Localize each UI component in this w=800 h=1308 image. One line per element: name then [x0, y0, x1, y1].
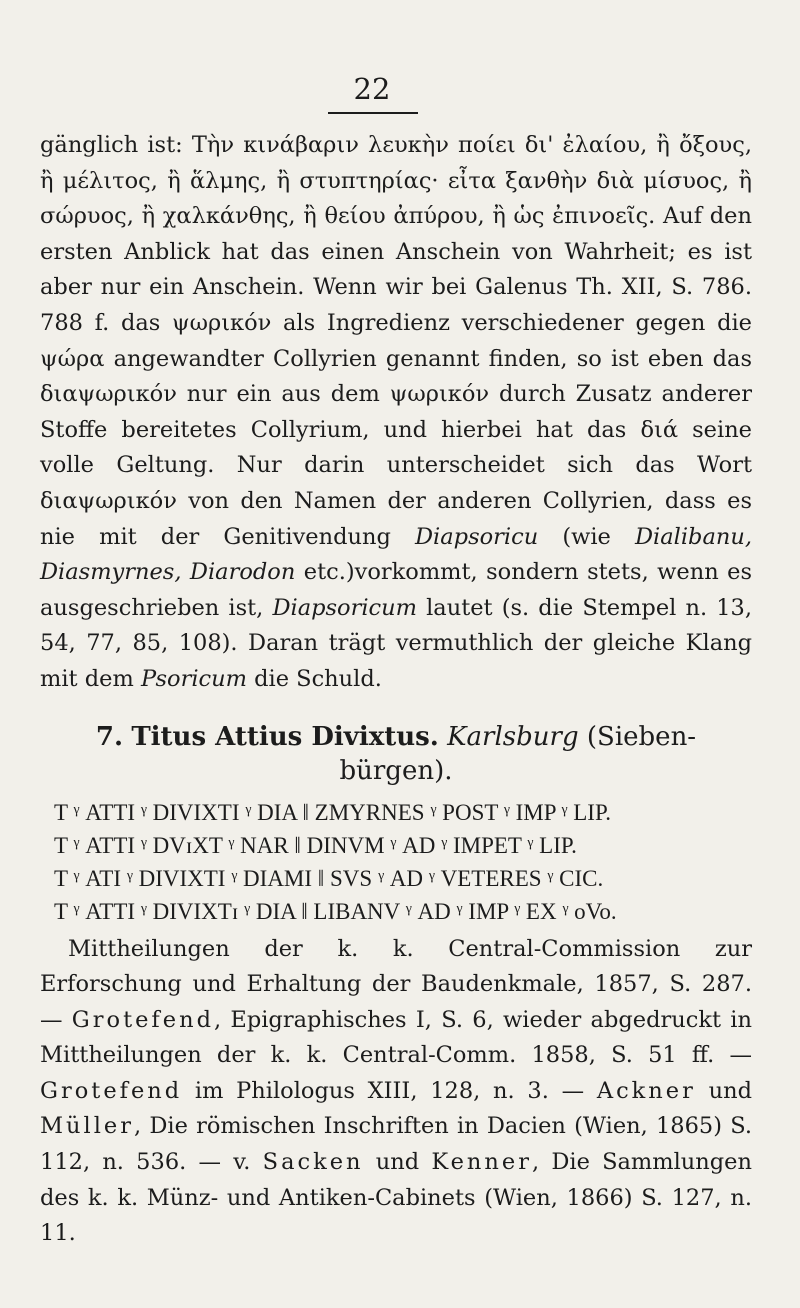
section-number: 7. — [95, 721, 124, 752]
page-body — [40, 128, 752, 1252]
reference-text: und — [363, 1149, 432, 1176]
paragraph-text: lautet (s. die Stempel n. 13, 54, 77, 85, 108). Daran trägt vermuthlich der gleiche Klang mit dem — [40, 594, 752, 692]
paragraph-text: gänglich ist: Τὴν κινάβαριν λευκὴν ποίει δι' ἐλαίου, ἢ ὄξους, ἢ μέλιτος, ἢ ἅλμης, ἢ στυπτηρίας· εἶτα ξανθὴν διὰ μίσυος, ἢ σώρυος, ἢ χαλκάνθης, ἢ θείου ἀπύρου, ἢ ὡς ἐπινοεῖς. Auf den ersten Anblick hat das einen Anschein von Wahrheit; es ist aber nur ein Anschein. Wenn wir bei Galenus Th. XII, S. 786. 788 f. das ψωρικόν als Ingredienz verschiedener gegen die ψώρα angewandter Collyrien genannt finden, so ist eben das διαψωρικόν nur ein aus dem ψωρικόν durch Zusatz anderer Stoffe bereitetes Collyrium, und hierbei hat das διά seine volle Geltung. Nur darin unterscheidet sich das Wort διαψωρικόν von den Namen der anderen Collyrien, dass es nie mit der Genitivendung — [40, 132, 752, 550]
author-name: Kenner — [431, 1149, 532, 1176]
reference-text: , Epigraphisches I, S. 6, wieder abgedruckt in Mittheilungen der k. k. Central-Comm. 1858, S. 51 ff. — — [40, 1006, 752, 1069]
inscription-list — [40, 796, 752, 928]
inscription-line: T ᵞ ATTI ᵞ DIVIXTI ᵞ DIA ‖ ZMYRNES ᵞ POST ᵞ IMP ᵞ LIP. — [54, 799, 611, 825]
term-examples: Dialibanu, Diasmyrnes, Diarodon — [40, 523, 752, 586]
page-number-rule — [328, 112, 418, 114]
paragraph-text: etc.)vorkommt, sondern stets, wenn es ausgeschrieben ist, — [40, 559, 752, 621]
author-name: Sacken — [262, 1149, 364, 1176]
inscription-line: T ᵞ ATTI ᵞ DIVIXTɪ ᵞ DIA ‖ LIBANV ᵞ AD ᵞ IMP ᵞ EX ᵞ oVo. — [54, 898, 617, 924]
section-heading — [40, 720, 752, 788]
references-paragraph — [40, 932, 752, 1252]
author-name: Ackner — [596, 1077, 696, 1104]
paragraph-text: (wie — [538, 523, 635, 550]
author-name: Müller — [40, 1113, 134, 1140]
term-diapsoricum: Diapsoricum — [272, 594, 417, 621]
paragraph-collyrium — [40, 128, 752, 698]
reference-text: , Die Sammlungen des k. k. Münz- und Antiken-Cabinets (Wien, 1866) S. 127, n. 11. — [40, 1149, 752, 1247]
reference-text: und — [695, 1077, 752, 1104]
page-number: 22 — [353, 72, 391, 106]
paragraph-text: die Schuld. — [246, 665, 382, 692]
author-name: Grotefend — [40, 1077, 183, 1104]
section-place-detail: (Sieben-bürgen). — [339, 721, 697, 786]
reference-text: , Die römischen Inschriften in Dacien (Wien, 1865) S. 112, n. 536. — v. — [40, 1113, 752, 1176]
author-name: Grotefend — [71, 1006, 214, 1033]
reference-text: Mittheilungen der k. k. Central-Commission zur Erforschung und Erhaltung der Baudenkmale, 1857, S. 287. — — [40, 935, 752, 1033]
term-psoricum: Psoricum — [140, 665, 247, 692]
section-name: Titus Attius Divixtus. — [131, 721, 439, 752]
inscription-line: T ᵞ ATI ᵞ DIVIXTI ᵞ DIAMI ‖ SVS ᵞ AD ᵞ VETERES ᵞ CIC. — [54, 865, 604, 891]
inscription-line: T ᵞ ATTI ᵞ DVɪXT ᵞ NAR ‖ DINVM ᵞ AD ᵞ IMPET ᵞ LIP. — [54, 832, 577, 858]
reference-text: im Philologus XIII, 128, n. 3. — — [182, 1077, 597, 1104]
section-place: Karlsburg — [447, 721, 579, 752]
term-diapsoricu: Diapsoricu — [415, 523, 539, 550]
